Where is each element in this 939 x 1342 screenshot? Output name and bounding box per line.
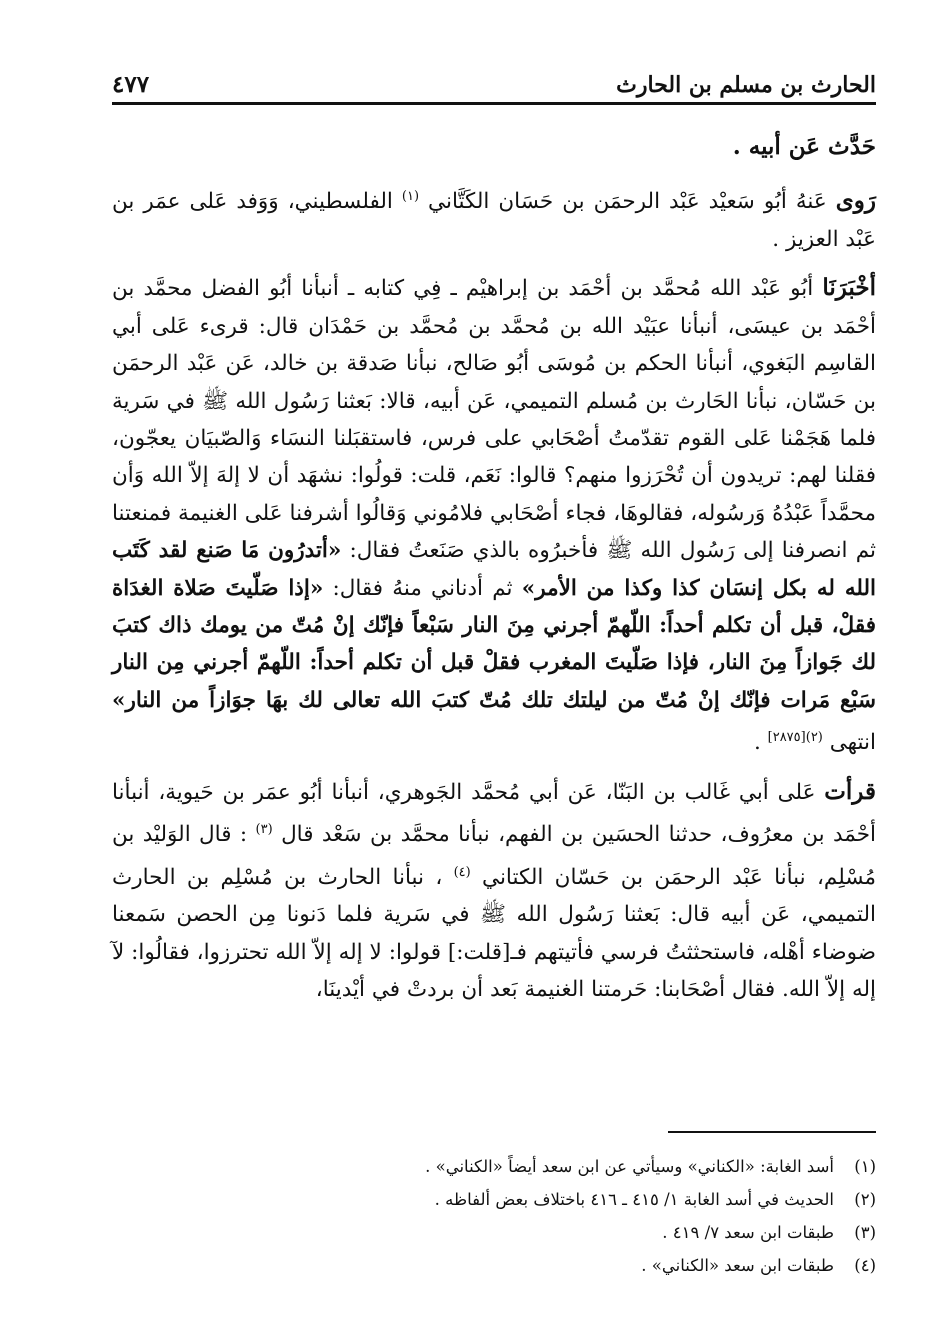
paragraph-4-text-b: : قال الوَليْد بن مُسْلِم، نبأنا عَبْد الرحمَن بن حَسّان الكتاني [112, 822, 877, 890]
footnote-number: (٢) [854, 1190, 876, 1209]
paragraph-2 [112, 178, 876, 258]
paragraph-4-text-c: ، نبأنا الحارث بن مُسْلِم بن الحارث التميمي، عَن أبيه قال: بَعثنا رَسُول الله ﷺ في سَرية فلما دَنونا مِن الحصن سَمعنا ضوضاء أهْله، فاستحثثتُ فرسي فأتيتهم فـ[قلت:] قولوا: لا إله إلاّ الله تحترزوا، فقالُوا: لآ إله إلاّ الله. فقال أصْحَابنا: حَرمتنا الغنيمة بَعد أن بردتْ في أيْدينَا، [112, 864, 876, 1003]
page-number: ٤٧٧ [112, 71, 150, 98]
footnote-text: طبقات ابن سعد «الكناني» . [641, 1256, 834, 1275]
footnote-item [112, 1150, 876, 1183]
paragraph-2-text-b: الفلسطيني، وَوَفد عَلى عمَر بن عَبْد العزيز . [112, 189, 876, 252]
paragraph-3 [112, 269, 876, 761]
footnote-text: أسد الغابة: «الكناني» وسيأتي عن ابن سعد أيضاً «الكناني» . [425, 1157, 834, 1176]
running-title: الحارث بن مسلم بن الحارث [616, 72, 876, 98]
footnote-item [112, 1216, 876, 1249]
hadith-quote-1: «أتدرُون مَا صَنع لقد كَتَب الله له بكل إنسَان كذا وكذا من الأمر» [112, 538, 876, 601]
paragraph-3-text-c: انتهى [829, 730, 876, 756]
footnotes [112, 1150, 876, 1282]
keyword-rawa: رَوى [835, 187, 876, 215]
paragraph-1 [112, 128, 876, 166]
main-text [112, 128, 876, 1020]
footnote-ref-4[interactable]: (٤) [453, 864, 471, 880]
footnote-item [112, 1249, 876, 1282]
footnote-item [112, 1183, 876, 1216]
footnote-number: (١) [854, 1157, 876, 1176]
footnote-number: (٣) [854, 1223, 876, 1242]
paragraph-2-text-a: عَنهُ أبُو سَعيْد عَبْد الرحمَن بن حَسَان الكَتَّاني [428, 189, 827, 215]
hadith-quote-2: «إذا صَلّيتَ صَلاة الغدَاة فقلْ، قبل أن تكلم أحداً: اللّهمّ أجرني مِنَ النار سَبْعاً فإنّك إنْ مُتّ من يومك ذاك كتبَ لك جَوازاً مِنَ النار، فإذا صَلّيتَ المغرب فقلْ قبل أن تكلم أحداً: اللّهمّ أجرني مِن النار سَبْع مَرات فإنّك إنْ مُتّ من ليلتك تلك مُتّ كتبَ الله تعالى لك بهَا جوَازاً من النار» [112, 575, 876, 713]
keyword-qaratu: قرأت [824, 777, 876, 805]
footnote-number: (٤) [854, 1256, 876, 1275]
paragraph-4-text-a: عَلى أبي غَالب بن البَنّا، عَن أبي مُحمَّد الجَوهري، أنبأنا أبُو عمَر بن حَيوية، أنبأنا أحْمَد بن معرُوف، حدثنا الحسَين بن الفهم، نبأنا محمَّد بن سَعْد قال [112, 779, 876, 848]
footnote-ref-3[interactable]: (٣) [255, 822, 273, 838]
footnote-ref-2[interactable]: (٢)[٢٨٧٥] [767, 730, 823, 746]
footnote-divider [668, 1131, 876, 1133]
keyword-akhbarana: أخْبَرَنَا [822, 274, 876, 302]
page-header [112, 62, 876, 105]
footnote-text: طبقات ابن سعد ٧/ ٤١٩ . [662, 1223, 834, 1242]
paragraph-3-end: . [753, 730, 761, 756]
paragraph-3-text-b: ثم أدناني منهُ فقال: [332, 575, 513, 601]
paragraph-1-text: حَدَّث عَن أبيه . [732, 133, 876, 160]
footnote-ref-1[interactable]: (١) [401, 189, 420, 205]
paragraph-4 [112, 773, 876, 1009]
paragraph-3-text-a: أبُو عَبْد الله مُحمَّد بن أحْمَد بن إبراهيْم ـ فِي كتابه ـ أنبأنا أبُو الفضل محمَّد بن أحْمَد بن عيسَى، أنبأنا عبَيْد الله بن مُحمَّد بن مُحمَّد بن حَمْدَان قال: قرىء عَلى أبي القاسِم البَغوي، أنبأنا الحكم بن مُوسَى أبُو صَالح، نبأنا صَدقة بن خالد، عَن عَبْد الرحمَن بن حَسّان، نبأنا الحَارث بن مُسلم التميمي، عَن أبيه، قالا: بَعثنا رَسُول الله ﷺ في سَرية فلما هَجَمْنا عَلى القوم تقدّمتُ أصْحَابي على فرس، فاستقبَلنا النسَاء وَالصّبيَان يعجّون، فقلنا لهم: تريدون أن تُحْرَزوا منهم؟ قالوا: نَعَم، قلت: قولُوا: نشهَد أن لا إلهَ إلاّ الله وَأن محمَّداً عَبْدُهُ وَرسُوله، فقالوهَا، فجاء أصْحَابي فلامُوني وَقالُوا أشرفنا عَلى الغنيمة فمنعتنا ثم انصرفنا إلى رَسُول الله ﷺ فأخبرُوه بالذي صَنَعتُ فقال: [112, 276, 876, 564]
footnote-text: الحديث في أسد الغابة ١/ ٤١٥ ـ ٤١٦ باختلاف بعض ألفاظه . [434, 1190, 834, 1209]
